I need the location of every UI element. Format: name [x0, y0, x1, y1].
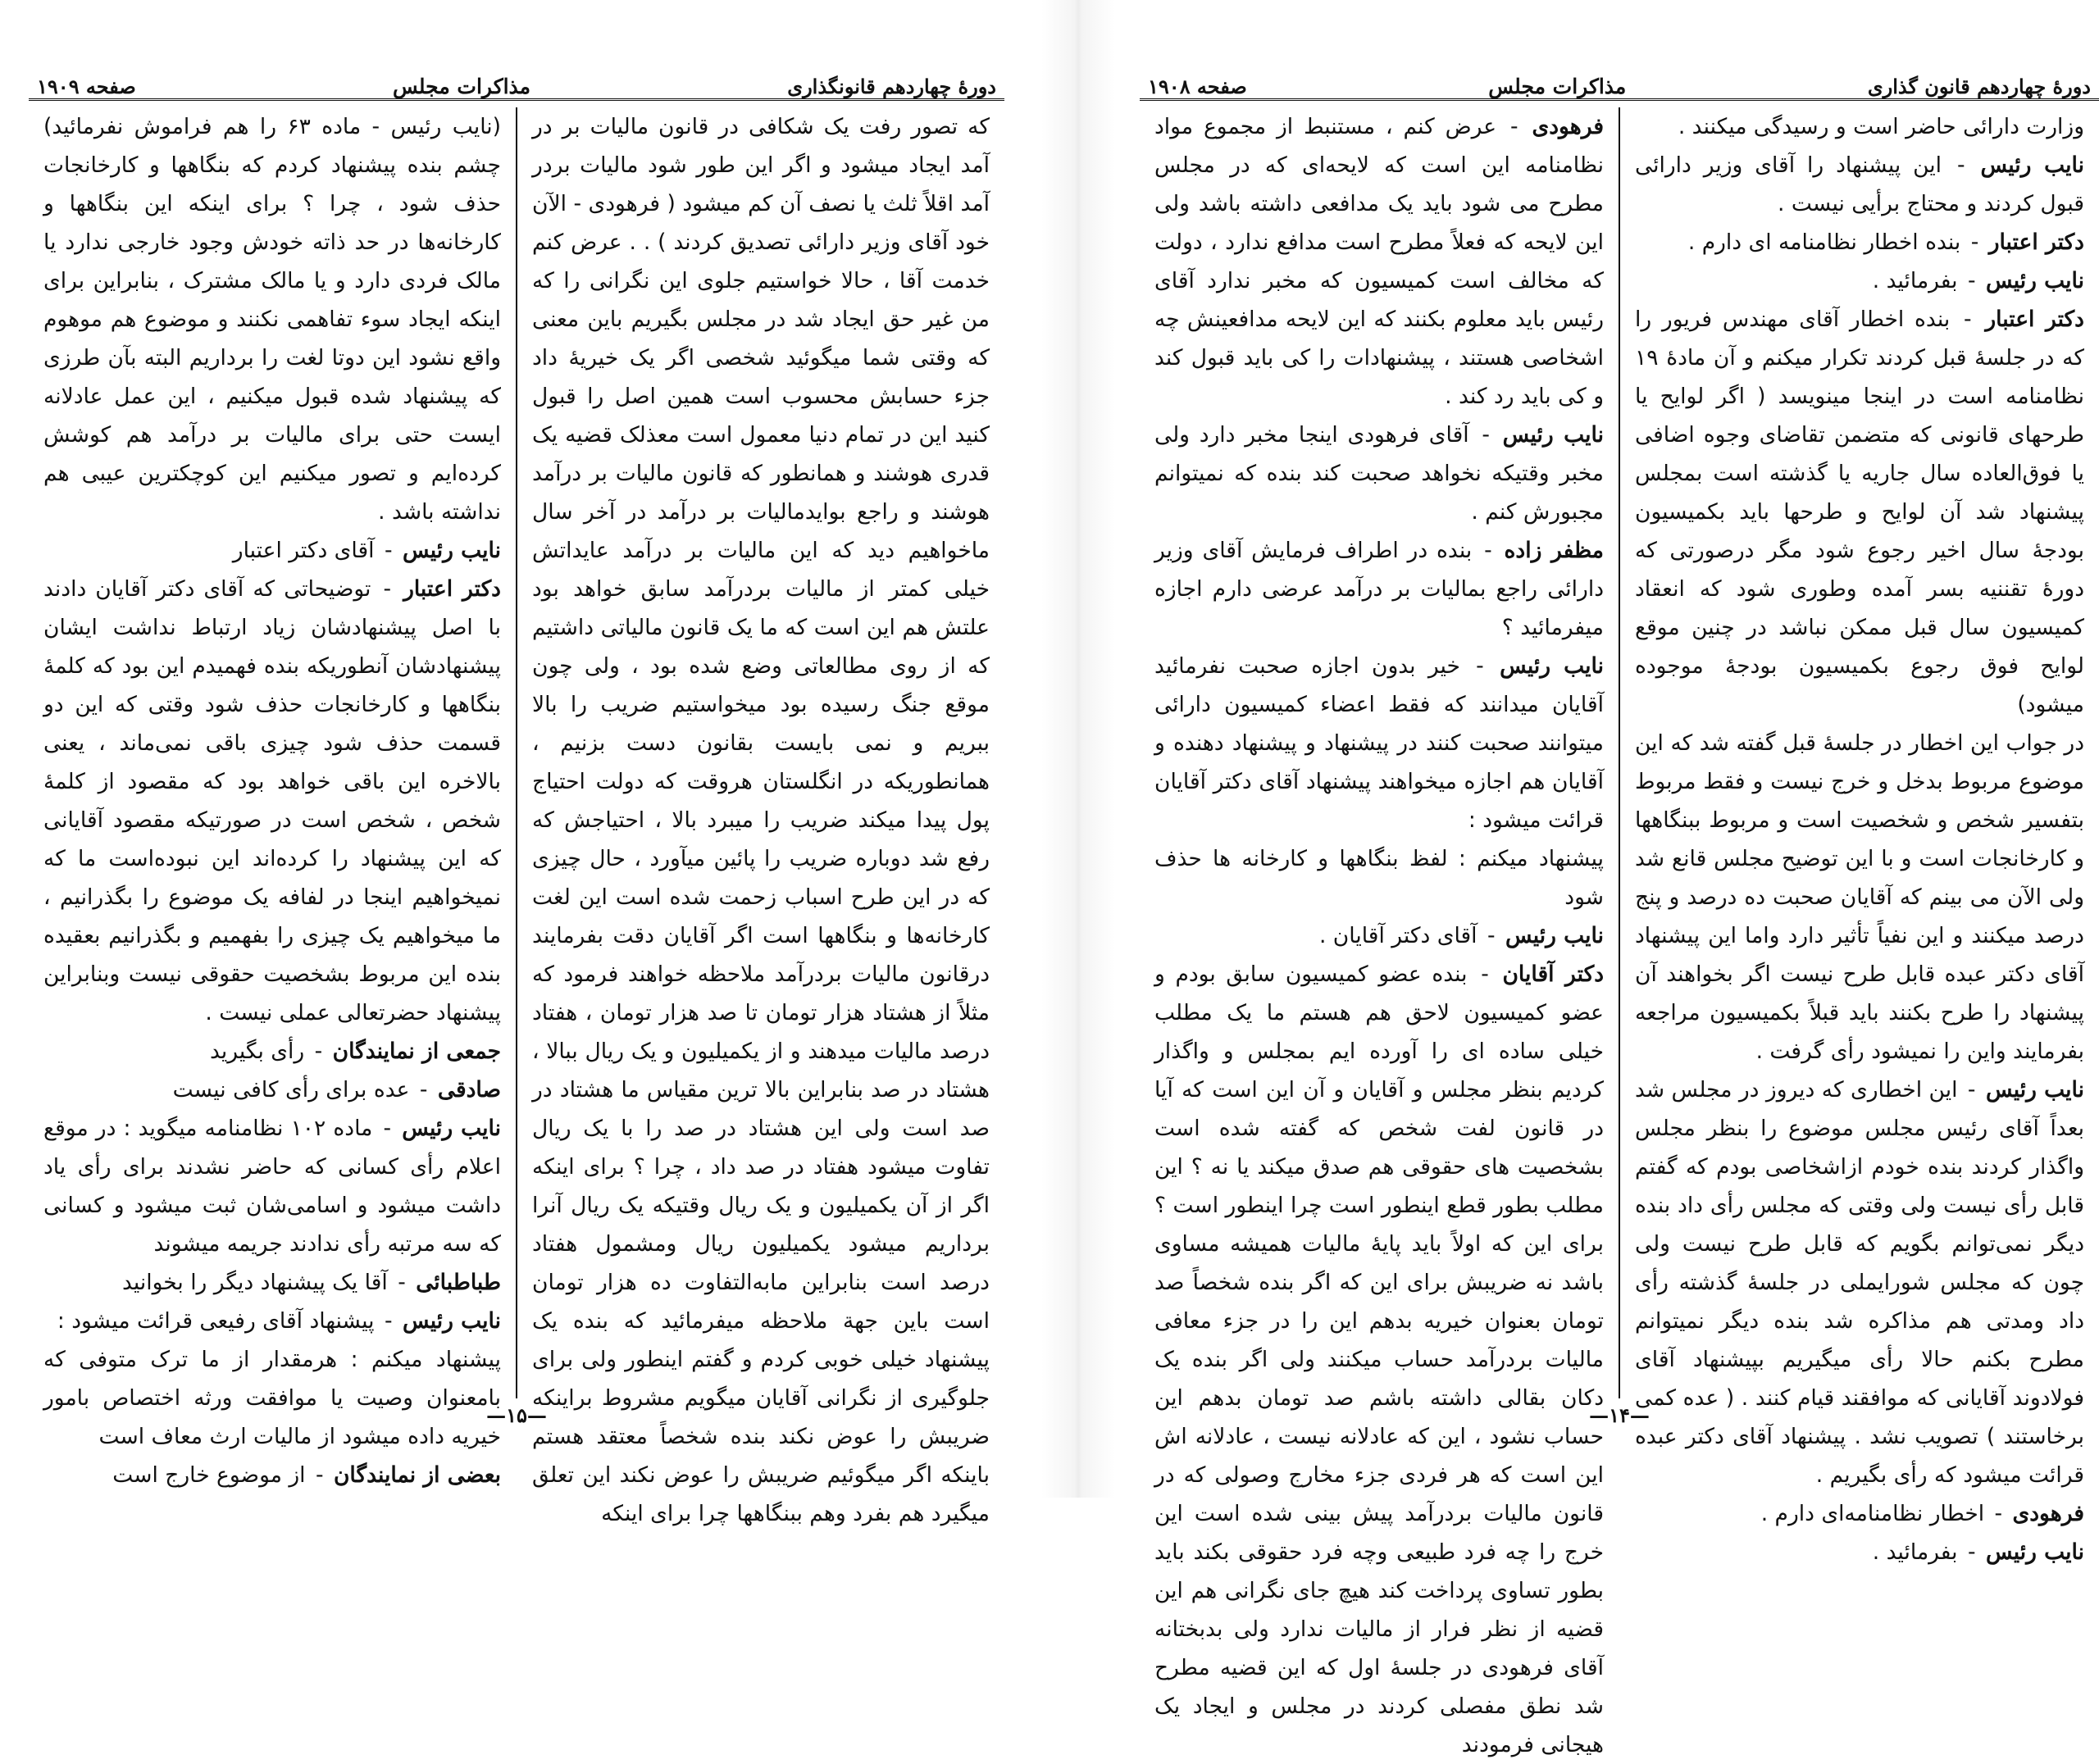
speech-text: توضیحاتی که آقای دکتر آقایان دادند با اصل پیشنهادشان زیاد ارتباط نداشت ایشان پیشنهادشان آنطوریکه بنده فهمیدم این بود که کلمهٔ بنگاهها و کارخانجات حذف شود وقتی که این دو قسمت حذف شود چیزی باقی نمی‌ماند ، یعنی بالاخره این باقی خواهد بود که مقصود از کلمهٔ شخص ، شخص است در صورتیکه مقصود آقایانی که این پیشنهاد را کرده‌اند این نبوده‌است ما که نمیخواهیم اینجا در لفافه یک موضوع را بگذرانیم ، ما میخواهیم یک چیزی را بفهمیم و بگذرانیم بعقیده بنده این مربوط بشخصیت حقوقی نیست وبنابراین پیشنهاد حضرتعالی عملی نیست . — [43, 576, 501, 1025]
speech-text: بنده در اطراف فرمایش آقای وزیر دارائی راجع بمالیات بر درآمد عرضی دارم اجازه میفرمائید ؟ — [1154, 538, 1604, 640]
speech-text: پیشنهاد آقای رفیعی قرائت میشود : — [57, 1308, 375, 1334]
speaker-dash: - — [1945, 152, 1978, 178]
paragraph — [1154, 955, 1604, 1764]
speaker-name: نایب رئیس — [1985, 1077, 2085, 1102]
speech-text: این پیشنهاد را آقای وزیر دارائی قبول کردند و محتاج برأیی نیست . — [1635, 152, 2084, 216]
paragraph — [43, 107, 501, 531]
page-1909 — [29, 57, 1004, 1526]
speaker-name: نایب رئیس — [1505, 923, 1604, 948]
speaker-dash: - — [377, 538, 399, 563]
page-header — [29, 57, 1004, 101]
speaker-dash: - — [1470, 962, 1500, 987]
paragraph — [43, 1109, 501, 1263]
paragraph — [43, 1071, 501, 1109]
paragraph — [43, 570, 501, 1032]
speaker-name: فرهودی — [1532, 114, 1604, 139]
speaker-dash: - — [1463, 653, 1497, 679]
speaker-dash: - — [376, 1116, 399, 1141]
speaker-name: نایب رئیس — [1502, 422, 1604, 448]
speaker-name: نایب رئیس — [1980, 152, 2084, 178]
speech-text: بفرمائید . — [1872, 1539, 1958, 1565]
page-1908 — [1140, 57, 2099, 1757]
speaker-name: دکتر آقایان — [1502, 962, 1604, 987]
paragraph — [1154, 107, 1604, 416]
right-column — [517, 107, 1004, 1526]
speech-text: ماده ۱۰۲ نظامنامه میگوید : در موقع اعلام رأی کسانی که حاضر نشدند برای رأی یاد داشت میشود و اسامی‌شان ثبت میشود و کسانی که سه مرتبه رأی ندادند جریمه میشوند — [43, 1116, 501, 1257]
speech-text: بنده اخطار آقای مهندس فریور را که در جلسهٔ قبل کردند تکرار میکنم و آن مادهٔ ۱۹ نظامنامه است در اینجا مینویسد ( اگر لوایح یا طرحهای قانونی که متضمن تقاضای وجوه اضافی یا فوق‌العاده سال جاریه یا گذشته است بمجلس پیشنهاد شد آن لوایح و طرحها باید بکمیسیون بودجهٔ سال اخیر رجوع شود مگر درصورتی که دورهٔ تقننیه بسر آمده وطوری شود که انعقاد کمیسیون سال قبل ممکن نباشد در چنین موقع لوایح فوق رجوع بکمیسیون بودجهٔ موجوده میشود) — [1635, 307, 2084, 717]
speech-text: بنده عضو کمیسیون سابق بودم و عضو کمیسیون لاحق هم هستم ما یک مطلب خیلی ساده ای را آورده ایم بمجلس و واگذار کردیم بنظر مجلس و آقایان و آن این است که آیا در قانون لفت شخص که گفته شده است بشخصیت های حقوقی هم صدق میکند یا نه ؟ این مطلب بطور قطع اینطور است چرا اینطور است ؟ برای این که اولاً باید پایهٔ مالیات همیشه مساوی باشد نه ضریبش برای این که اگر بنده شخصاً صد تومان بعنوان خیریه بدهم این را در جزء معافی مالیات بردرآمد حساب میکنند ولی اگر بنده یک دکان بقالی داشته باشم صد تومان بدهم این حساب نشود ، این که عادلانه نیست ، عادلانه اش این است که هر فردی جزء مخارج وصولی که در قانون مالیات بردرآمد پیش بینی شده است این خرج را چه فرد طبیعی وچه فرد حقوقی بکند باید بطور تساوی پرداخت کند هیچ جای نگرانی هم این قضیه از نظر فرار از مالیات ندارد ولی بدبختانه آقای فرهودی در جلسهٔ اول که این قضیه مطرح شد نطق مفصلی کردند در مجلس و ایجاد یک هیجانی فرمودند — [1154, 962, 1604, 1757]
speaker-dash: - — [1987, 1501, 2010, 1526]
page-number: صفحه ۱۹۰۸ — [1148, 75, 1247, 98]
speaker-name: بعضی از نمایندگان — [333, 1462, 501, 1488]
paragraph — [532, 107, 990, 1533]
right-column — [1620, 107, 2099, 1565]
page-header — [1140, 57, 2099, 101]
speaker-dash: - — [377, 1308, 399, 1334]
speaker-name: نایب رئیس — [402, 1116, 501, 1141]
speaker-name: جمعی از نمایندگان — [332, 1039, 501, 1064]
paragraph — [1154, 416, 1604, 531]
paragraph — [43, 1302, 501, 1340]
paragraph — [1635, 300, 2084, 724]
paragraph — [43, 1340, 501, 1456]
speaker-dash: - — [1960, 1539, 1983, 1565]
speaker-dash: - — [307, 1039, 330, 1064]
paragraph — [1154, 839, 1604, 916]
paragraph — [1635, 1494, 2084, 1533]
speech-text: اخطار نظامنامه‌ای دارم . — [1760, 1501, 1985, 1526]
speaker-name: نایب رئیس — [402, 538, 501, 563]
page-number: صفحه ۱۹۰۹ — [37, 75, 136, 98]
journal-title: مذاکرات مجلس — [1488, 75, 1627, 98]
speaker-dash: - — [308, 1462, 330, 1488]
speaker-name: دکتر اعتبار — [1988, 230, 2084, 255]
speaker-name: فرهودی — [2012, 1501, 2084, 1526]
speech-text: در جواب این اخطار در جلسهٔ قبل گفته شد که این موضوع مربوط بدخل و خرج نیست و فقط مربوط بتفسیر شخص و شخصیت است و مربوط ببنگاهها و کارخانجات است و با این توضیح مجلس قانع شد ولی الآن می بینم که آقایان صحبت ده درصد و پنج درصد میکنند و این نفیاً تأثیر دارد واما این پیشنهاد آقای دکتر عبده قابل طرح نیست اگر بخواهند آن پیشنهاد را طرح بکنند باید قبلاً بکمیسیون مراجعه بفرمایند واین را نمیشود رأی گرفت . — [1635, 730, 2084, 1064]
speaker-dash: - — [1475, 538, 1501, 563]
paragraph — [1635, 724, 2084, 1071]
journal-title: مذاکرات مجلس — [393, 75, 531, 98]
speech-text: که تصور رفت یک شکافی در قانون مالیات بر در آمد ایجاد میشود و اگر این طور شود مالیات بردر آمد اقلاً ثلث یا نصف آن کم میشود ( فرهودی - الآن خود آقای وزیر دارائی تصدیق کردند ) . . عرض کنم خدمت آقا ، حالا خواستیم جلوی این نگرانی را که من غیر حق ایجاد شد در مجلس بگیریم باین معنی که وقتی شما میگوئید شخصی اگر یک خیریهٔ داد جزء حسابش محسوب است همین اصل را قبول کنید این در تمام دنیا معمول است معذلک قضیه یک قدری هوشند و همانطور که قانون مالیات بر درآمد هوشند و راجع بوایدمالیات بر درآمد در آخر سال ماخواهیم دید که این مالیات بر درآمد عایداتش خیلی کمتر از مالیات بردرآمد سابق خواهد بود علتش هم این است که ما یک قانون مالیاتی داشتیم که از روی مطالعاتی وضع شده بود ، ولی چون موقع جنگ رسیده بود میخواستیم ضریب را بالا ببریم و نمی بایست بقانون دست بزنیم ، همانطوریکه در انگلستان هروقت که دولت احتیاج پول پیدا میکند ضریب را میبرد بالا ، احتیاجش که رفع شد دوباره ضریب را پائین میآورد ، حال چیزی که در این طرح اسباب زحمت شده است این لغت کارخانه‌ها و بنگاهها است اگر آقایان دقت بفرمایند درقانون مالیات بردرآمد ملاحظه خواهند فرمود که مثلاً از هشتاد هزار تومان تا صد هزار تومان ، هفتاد درصد مالیات میدهند و از یکمیلیون و یک ریال ببالا ، هشتاد در صد بنابراین بالا ترین مقیاس ما هشتاد در صد است ولی این هشتاد در صد را با یک ریال تفاوت میشود هفتاد در صد داد ، چرا ؟ برای اینکه اگر از آن یکمیلیون و یک ریال وقتیکه یک ریال آنرا برداریم میشود یکمیلیون ریال ومشمول هفتاد درصد است بنابراین مابه‌التفاوت ده هزار تومان است باین جهة ملاحظه میفرمائید که بنده یک پیشنهاد خیلی خوبی کردم و گفتم اینطور ولی برای جلوگیری از نگرانی آقایان میگویم مشروط براینکه ضریبش را عوض نکند بنده شخصاً معتقد هستم باینکه اگر میگوئیم ضریبش را عوض نکند این تعلق میگیرد هم بفرد وهم ببنگاهها چرا برای اینکه — [532, 114, 990, 1526]
speech-text: عرض کنم ، مستنبط از مجموع مواد نظامنامه این است که لایحه‌ای که در مجلس مطرح می شود باید یک مدافعی داشته باشد ولی این لایحه که فعلاً مطرح است مدافع ندارد ، دولت که مخالف است کمیسیون که مخبر ندارد آقای رئیس باید معلوم بکنند که این لایحه مدافعینش چه اشخاصی هستند ، پیشنهادات را کی باید قبول کند و کی باید رد کند . — [1154, 114, 1604, 409]
speaker-name: نایب رئیس — [1500, 653, 1604, 679]
speaker-name: دکتر اعتبار — [403, 576, 501, 602]
speech-text: عده برای رأی کافی نیست — [172, 1077, 410, 1102]
paragraph — [43, 1456, 501, 1494]
speaker-name: نایب رئیس — [1985, 1539, 2084, 1565]
speaker-dash: - — [1964, 230, 1986, 255]
page-footer-number: —۱۵— — [486, 1403, 547, 1427]
speech-text: بفرمائید . — [1872, 268, 1958, 293]
speaker-name: طباطبائی — [416, 1270, 501, 1295]
speech-text: این اخطاری که دیروز در مجلس شد بعداً آقای رئیس مجلس موضوع را بنظر مجلس واگذار کردند بنده خودم ازاشخاصی بودم که گفتم قابل رأی نیست ولی وقتی که مجلس رأی داد بنده دیگر نمی‌توانم بگویم که قابل طرح نیست ولی چون که مجلس شورایملی در جلسهٔ گذشته رأی داد ومدتی هم مذاکره شد بنده دیگر نمیتوانم مطرح بکنم حالا رأی میگیریم بپیشنهاد آقای فولادوند آقایانی که موافقند قیام کنند . ( عده کمی برخاستند ) تصویب نشد . پیشنهاد آقای دکتر عبده قرائت میشود که رأی بگیریم . — [1635, 1077, 2084, 1488]
session-title: دورهٔ چهاردهم قانونگذاری — [787, 75, 996, 98]
paragraph — [1635, 146, 2084, 223]
speaker-dash: - — [412, 1077, 435, 1102]
speech-text: خیر بدون اجازه صحبت نفرمائید آقایان میدانند که فقط اعضاء کمیسیون دارائی میتوانند صحبت کنند در پیشنهاد و پیشنهاد دهنده و آقایان هم اجازه میخواهند پیشنهاد آقای دکتر آقایان قرائت میشود : — [1154, 653, 1604, 833]
paragraph — [1154, 647, 1604, 839]
speaker-name: نایب رئیس — [1985, 268, 2084, 293]
speech-text: وزارت دارائی حاضر است و رسیدگی میکنند . — [1678, 114, 2084, 139]
paragraph — [1635, 261, 2084, 300]
paragraph — [1154, 916, 1604, 955]
paragraph — [1635, 1071, 2084, 1494]
speech-text: آقای دکتر اعتبار — [232, 538, 375, 563]
speech-text: پیشنهاد میکنم : هرمقدار از ما ترک متوفی که بامعنوان وصیت یا موافقت ورثه اختصاص بامور خیریه داده میشود از مالیات ارث معاف است — [43, 1347, 501, 1449]
paragraph — [1635, 1533, 2084, 1571]
paragraph — [43, 531, 501, 570]
speaker-dash: - — [1960, 1077, 1983, 1102]
speaker-dash: - — [1472, 422, 1500, 448]
speaker-dash: - — [390, 1270, 413, 1295]
speech-text: آقای فرهودی اینجا مخبر دارد ولی مخبر وقتیکه نخواهد صحبت کند بنده که نمیتوانم مجبورش کنم . — [1154, 422, 1604, 525]
paragraph — [43, 1263, 501, 1302]
speaker-dash: - — [374, 576, 401, 602]
page-footer-number: —۱۴— — [1589, 1403, 1650, 1427]
speaker-dash: - — [1960, 268, 1983, 293]
speaker-dash: - — [1953, 307, 1983, 332]
speech-text: پیشنهاد میکنم : لفظ بنگاهها و کارخانه ها حذف شود — [1154, 846, 1604, 910]
speech-text: آقا یک پیشنهاد دیگر را بخوانید — [121, 1270, 388, 1295]
speech-text: آقای دکتر آقایان . — [1318, 923, 1477, 948]
speech-text: از موضوع خارج است — [112, 1462, 306, 1488]
paragraph — [1154, 531, 1604, 647]
paragraph — [1635, 223, 2084, 261]
paragraph — [43, 1032, 501, 1071]
book-spine — [1041, 0, 1115, 1498]
speaker-dash: - — [1480, 923, 1502, 948]
speech-text: بنده اخطار نظامنامه ای دارم . — [1687, 230, 1961, 255]
speech-text: رأی بگیرید — [209, 1039, 305, 1064]
speaker-dash: - — [1500, 114, 1529, 139]
session-title: دورهٔ چهاردهم قانون گذاری — [1867, 75, 2091, 98]
speech-text: (نایب رئیس - ماده ۶۳ را هم فراموش نفرمائید) چشم بنده پیشنهاد کردم که بنگاهها و کارخانجات حذف شود ، چرا ؟ برای اینکه این بنگاهها و کارخانه‌ها در حد ذاته خودش وجود خارجی ندارد یا مالک فردی دارد و یا مالک مشترک ، بنابراین برای اینکه ایجاد سوء تفاهمی نکنند و موضوع هم موهوم واقع نشود این دوتا لغت را برداریم البته بآن طرزی که پیشنهاد شده قبول میکنیم ، این عمل عادلانه ایست حتی برای مالیات بر درآمد هم کوشش کرده‌ایم و تصور میکنیم این کوچکترین عیبی هم نداشته باشد . — [43, 114, 501, 525]
speaker-name: نایب رئیس — [402, 1308, 501, 1334]
speaker-name: دکتر اعتبار — [1985, 307, 2084, 332]
speaker-name: صادقی — [437, 1077, 501, 1102]
speaker-name: مظفر زاده — [1504, 538, 1604, 563]
paragraph — [1635, 107, 2084, 146]
